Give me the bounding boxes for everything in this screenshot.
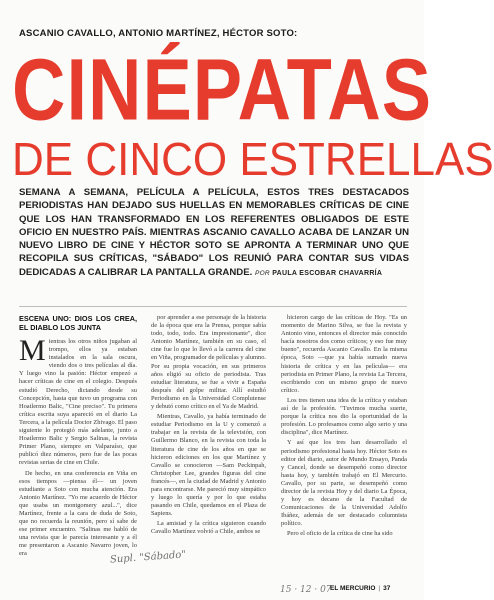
body-column-1: [19, 314, 137, 561]
page-number: 37: [383, 585, 391, 592]
lead-paragraph: [19, 186, 409, 280]
headline-main: CINÉPATAS: [12, 40, 433, 139]
body-text: ientras los otros niños jugaban al trompo, ellos ya estaban instalados en la sala oscura, viendo dos o tres películas al día. Y luego vino la pasión: Héctor empezó a hacer críticas de cine en el colegio. Después estudió Derecho, dictando desde su Concepción, hasta que tuvo un programa con Hoatlermo Balic, "Cine preciso". Tu primera crítica escrita suya apareció en el diario La Tercera, a la película Doctor Zhivago. El paso siguiente lo protegió más adelante, junto a Hoatlermo Balic y Sergio Salinas, la revista Primer Plano, siempre en Valparaíso, que publicó diez números, pero fue de las pocas revistas serias de cine en Chile.: [19, 338, 137, 467]
publication-name: EL MERCURIO: [330, 585, 376, 592]
byline-name: PAULA ESCOBAR CHAVARRÍA: [272, 269, 383, 277]
body-paragraph: Pero el oficio de la crítica de cine ha sido: [287, 530, 393, 538]
headline-sub: DE CINCO ESTRELLAS: [12, 133, 494, 186]
body-paragraph: por aprender a ese personaje de la historia de la época que era la Prensa, porque sabía todo, todo, todo. Era impresionante", dice Antonio Martínez, también en su caso, el cine fue lo que lo llevó a la carrera del cine en Viña, programador de películas y alumno. Por su propia vocación, en sus primeros años eligió su oficio de periodista. Tras estudiar literatura, se fue a vivir a España después del golpe militar. Allí estudió Periodismo en la Universidad Complutense y debutó como crítico en el Ya de Madrid.: [151, 314, 266, 411]
byline: [255, 270, 382, 277]
body-paragraph: Mientras, Cavallo, ya había terminado de estudiar Periodismo en la U y comenzó a trabajar en la revista de la televisión, con Guillermo Blanco, en la revista con toda la literatura de cine de los años en que se hicieron ediciones en los que Martínez y Cavallo se conocieron —Sam Peckinpah, Christopher Lee, grandes figuras del cine francés—, en la ciudad de Madrid y Antonio para encontrarse. Me pareció muy simpático y luego lo quería y por lo que estaba pasando en Chile, quedamos en el Plaza de Sapiens.: [151, 413, 266, 518]
handwritten-date: 15 · 12 · 07: [280, 585, 332, 595]
kicker-names: ASCANIO CAVALLO, ANTONIO MARTÍNEZ, HÉCTOR SOTO:: [19, 28, 298, 39]
body-paragraph: [19, 334, 137, 468]
drop-cap: M: [19, 334, 46, 367]
section-heading: ESCENA UNO: DIOS LOS CREA, EL DIABLO LOS JUNTA: [19, 314, 137, 332]
body-column-3: [281, 314, 407, 541]
byline-prefix: POR: [254, 269, 270, 277]
page-footer: EL MERCURIO | 37: [330, 585, 391, 592]
body-paragraph: La amistad y la crítica siguieron cuando Cavallo Martínez volvió a Chile, ambos se: [151, 520, 266, 536]
divider: [19, 306, 407, 307]
handwritten-annotation: Supl. "Sábado": [109, 549, 187, 566]
lead-text: SEMANA A SEMANA, PELÍCULA A PELÍCULA, ESTOS TRES DESTACADOS PERIODISTAS HAN DEJADO SUS HUELLAS EN MEMORABLES CRÍTICAS DE CINE QUE LOS HAN TRANSFORMADO EN LOS REFERENTES OBLIGADOS DE ESTE OFICIO EN NUESTRO PAÍS. MIENTRAS ASCANIO CAVALLO ACABA DE LANZAR UN NUEVO LIBRO DE CINE Y HÉCTOR SOTO SE APRONTA A TERMINAR UNO QUE RECOPILA SUS CRÍTICAS, "SÁBADO" LOS REUNIÓ PARA CONTAR SUS VIDAS DEDICADAS A CALIBRAR LA PANTALLA GRANDE.: [19, 187, 409, 278]
body-paragraph: Los tres tienen una idea de la crítica y estaban así de la profesión. "Tuvimos mucha suerte, porque la crítica nos dio la oportunidad de la profesión. Lo profesamos como algo serio y una disciplina", dice Martínez.: [281, 396, 407, 437]
body-paragraph: De hecho, en una conferencia en Viña en esos tiempos —piensa él— un joven estudiante a Soto con mucha atención. Era Antonio Martínez. "Yo me acuerdo de Héctor que usaba un montgomery azul...", dice Martínez, frente a la cara de duda de Soto, que no recuerda la reunión, pero sí sabe de ese primer encuentro. "Salinas me habló de una revista que le parecía interesante y a él me presentaron a Ascanio Navarro joven, lo era: [19, 469, 137, 558]
body-paragraph: Y así que los tres han desarrollado el periodismo profesional hasta hoy. Héctor Soto es editor del diario, autor de Mundo Ensayo, Panda y Cancel, donde se desempeñó como director hasta hoy, y también trabajó en El Mercurio. Cavallo, por su parte, se desempeñó como director de la revista Hoy y del diario La Época, y hoy es decano de la Facultad de Comunicaciones de la Universidad Adolfo Ibáñez, además de ser destacado columnista político.: [281, 439, 407, 528]
body-column-2: [151, 314, 266, 539]
body-paragraph: hicieron cargo de las críticas de Hoy. "Es un momento de Marino Silva, se fue la revista y Antonio vino, entonces el director más conocido hacía nosotros dos como críticos; y eso fue muy bueno", recuerda Ascanio Cavallo. En la misma época, Soto —que ya había sumado nueva historia de crítica y en las películas— era periodista en Primer Plano, la revista La Tercera, escribiendo con un mismo grupo de nuevo crítico.: [281, 314, 407, 394]
